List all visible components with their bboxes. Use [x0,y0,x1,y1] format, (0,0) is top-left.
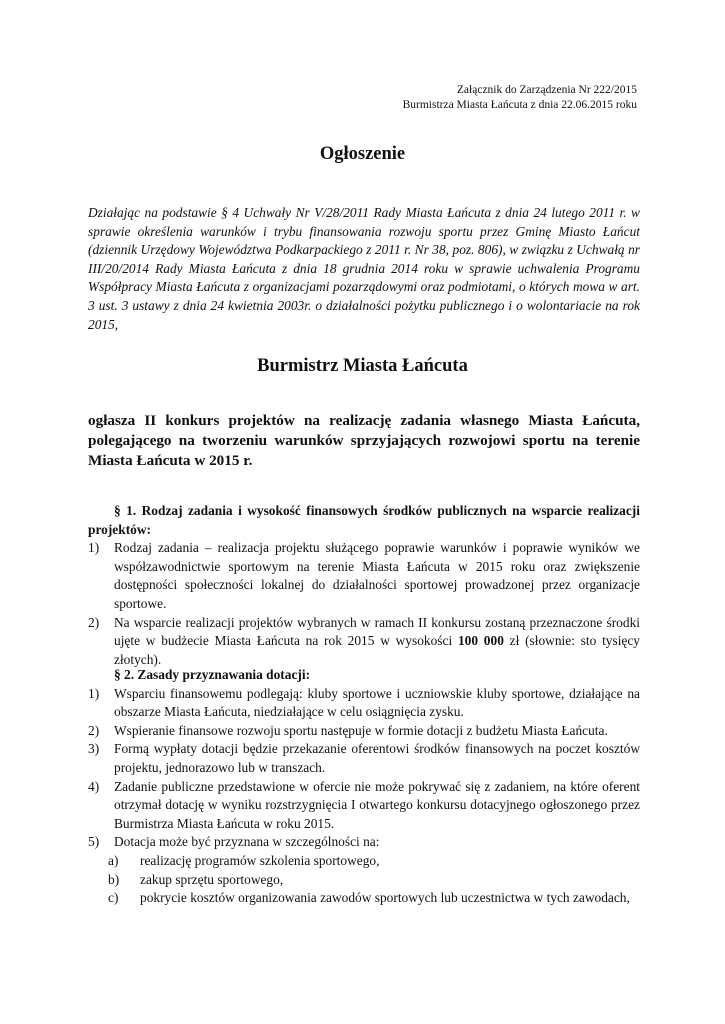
list-item [88,685,640,722]
attachment-note [403,83,637,113]
sub-list-item-text: realizację programów szkolenia sportowego, [140,852,380,868]
list-item-number: 2) [88,614,100,630]
list-item-number: 1) [88,685,100,701]
attachment-line-1: Załącznik do Zarządzenia Nr 222/2015 [456,84,637,96]
sub-list-item-letter: c) [108,890,119,906]
sub-list-item [88,852,640,871]
list-item-number: 5) [88,834,100,850]
section-2 [88,666,640,908]
list-item [88,539,640,613]
announcement-text: ogłasza II konkurs projektów na realizację zadania własnego Miasta Łańcuta, polegającego na tworzeniu warunków sprzyjających rozwojowi sportu na terenie Miasta Łańcuta w 2015 r. [88,412,640,469]
list-item-text: Zadanie publiczne przedstawione w ofercie nie może pokrywać się z zadaniem, na które oferent otrzymał dotację w wyniku rozstrzygnięcia I otwartego konkursu dotacyjnego ogłoszonego przez Burmistrza Miasta Łańcuta w roku 2015. [114,778,640,831]
legal-basis-preamble: Działając na podstawie § 4 Uchwały Nr V/28/2011 Rady Miasta Łańcuta z dnia 24 lutego 2011 r. w sprawie określenia warunków i trybu finansowania rozwoju sportu przez Gminę Miasto Łańcut (dziennik Urzędowy Województwa Podkarpackiego z 2011 r. Nr 38, poz. 806), w związku z Uchwałą nr III/20/2014 Rady Miasta Łańcuta z dnia 18 grudnia 2014 roku w sprawie uchwalenia Programu Współpracy Miasta Łańcuta z organizacjami pozarządowymi oraz podmiotami, o których mowa w art. 3 ust. 3 ustawy z dnia 24 kwietnia 2003r. o działalności pożytku publicznego i o wolontariacie na rok 2015, [88,205,640,332]
sub-list-item [88,889,640,908]
grant-amount: 100 000 [457,633,504,649]
section-1-heading: § 1. Rodzaj zadania i wysokość finansowych środków publicznych na wsparcie realizacji projektów: [88,503,640,537]
sub-list-item-text: zakup sprzętu sportowego, [140,871,284,887]
list-item [88,778,640,834]
sub-list-item-letter: b) [108,871,120,887]
section-1 [88,502,640,669]
issuer-heading: Burmistrz Miasta Łańcuta [257,356,468,376]
list-item-text: zł (słownie: sto tysięcy złotych). [114,633,640,667]
list-item-number: 4) [88,778,100,794]
attachment-line-2: Burmistrza Miasta Łańcuta z dnia 22.06.2015 roku [402,99,637,111]
sub-list-item [88,871,640,890]
list-item [88,614,640,670]
list-item-number: 3) [88,741,100,757]
list-item-text: Rodzaj zadania – realizacja projektu służącego poprawie warunków i poprawie wyników we współzawodnictwie sportowym na terenie Miasta Łańcuta w 2015 roku oraz zwiększenie dostępności społeczności lokalnej do działalności sportowej prowadzonej przez organizacje sportowe. [114,540,640,611]
list-item-text: Formą wypłaty dotacji będzie przekazanie oferentowi środków finansowych na poczet kosztów projektu, jednorazowo lub w transzach. [114,741,640,775]
list-item [88,740,640,777]
list-item-number: 2) [88,722,100,738]
list-item-number: 1) [88,540,100,556]
list-item-text: Wspieranie finansowe rozwoju sportu następuje w formie dotacji z budżetu Miasta Łańcuta. [114,722,608,738]
section-2-heading: § 2. Zasady przyznawania dotacji: [114,667,311,682]
list-item [88,833,640,852]
sub-list-item-letter: a) [108,852,119,868]
list-item-text: Dotacja może być przyznana w szczególności na: [114,834,380,850]
document-title: Ogłoszenie [319,144,406,164]
list-item [88,722,640,741]
sub-list-item-text: pokrycie kosztów organizowania zawodów sportowych lub uczestnictwa w tych zawodach, [140,890,630,906]
list-item-text: Na wsparcie realizacji projektów wybranych w ramach II konkursu zostaną przeznaczone środki ujęte w budżecie Miasta Łańcuta na rok 2015 w wysokości [114,614,640,649]
list-item-text: Wsparciu finansowemu podlegają: kluby sportowe i uczniowskie kluby sportowe, działające na obszarze Miasta Łańcuta, niedziałające w celu osiągnięcia zysku. [114,685,640,720]
